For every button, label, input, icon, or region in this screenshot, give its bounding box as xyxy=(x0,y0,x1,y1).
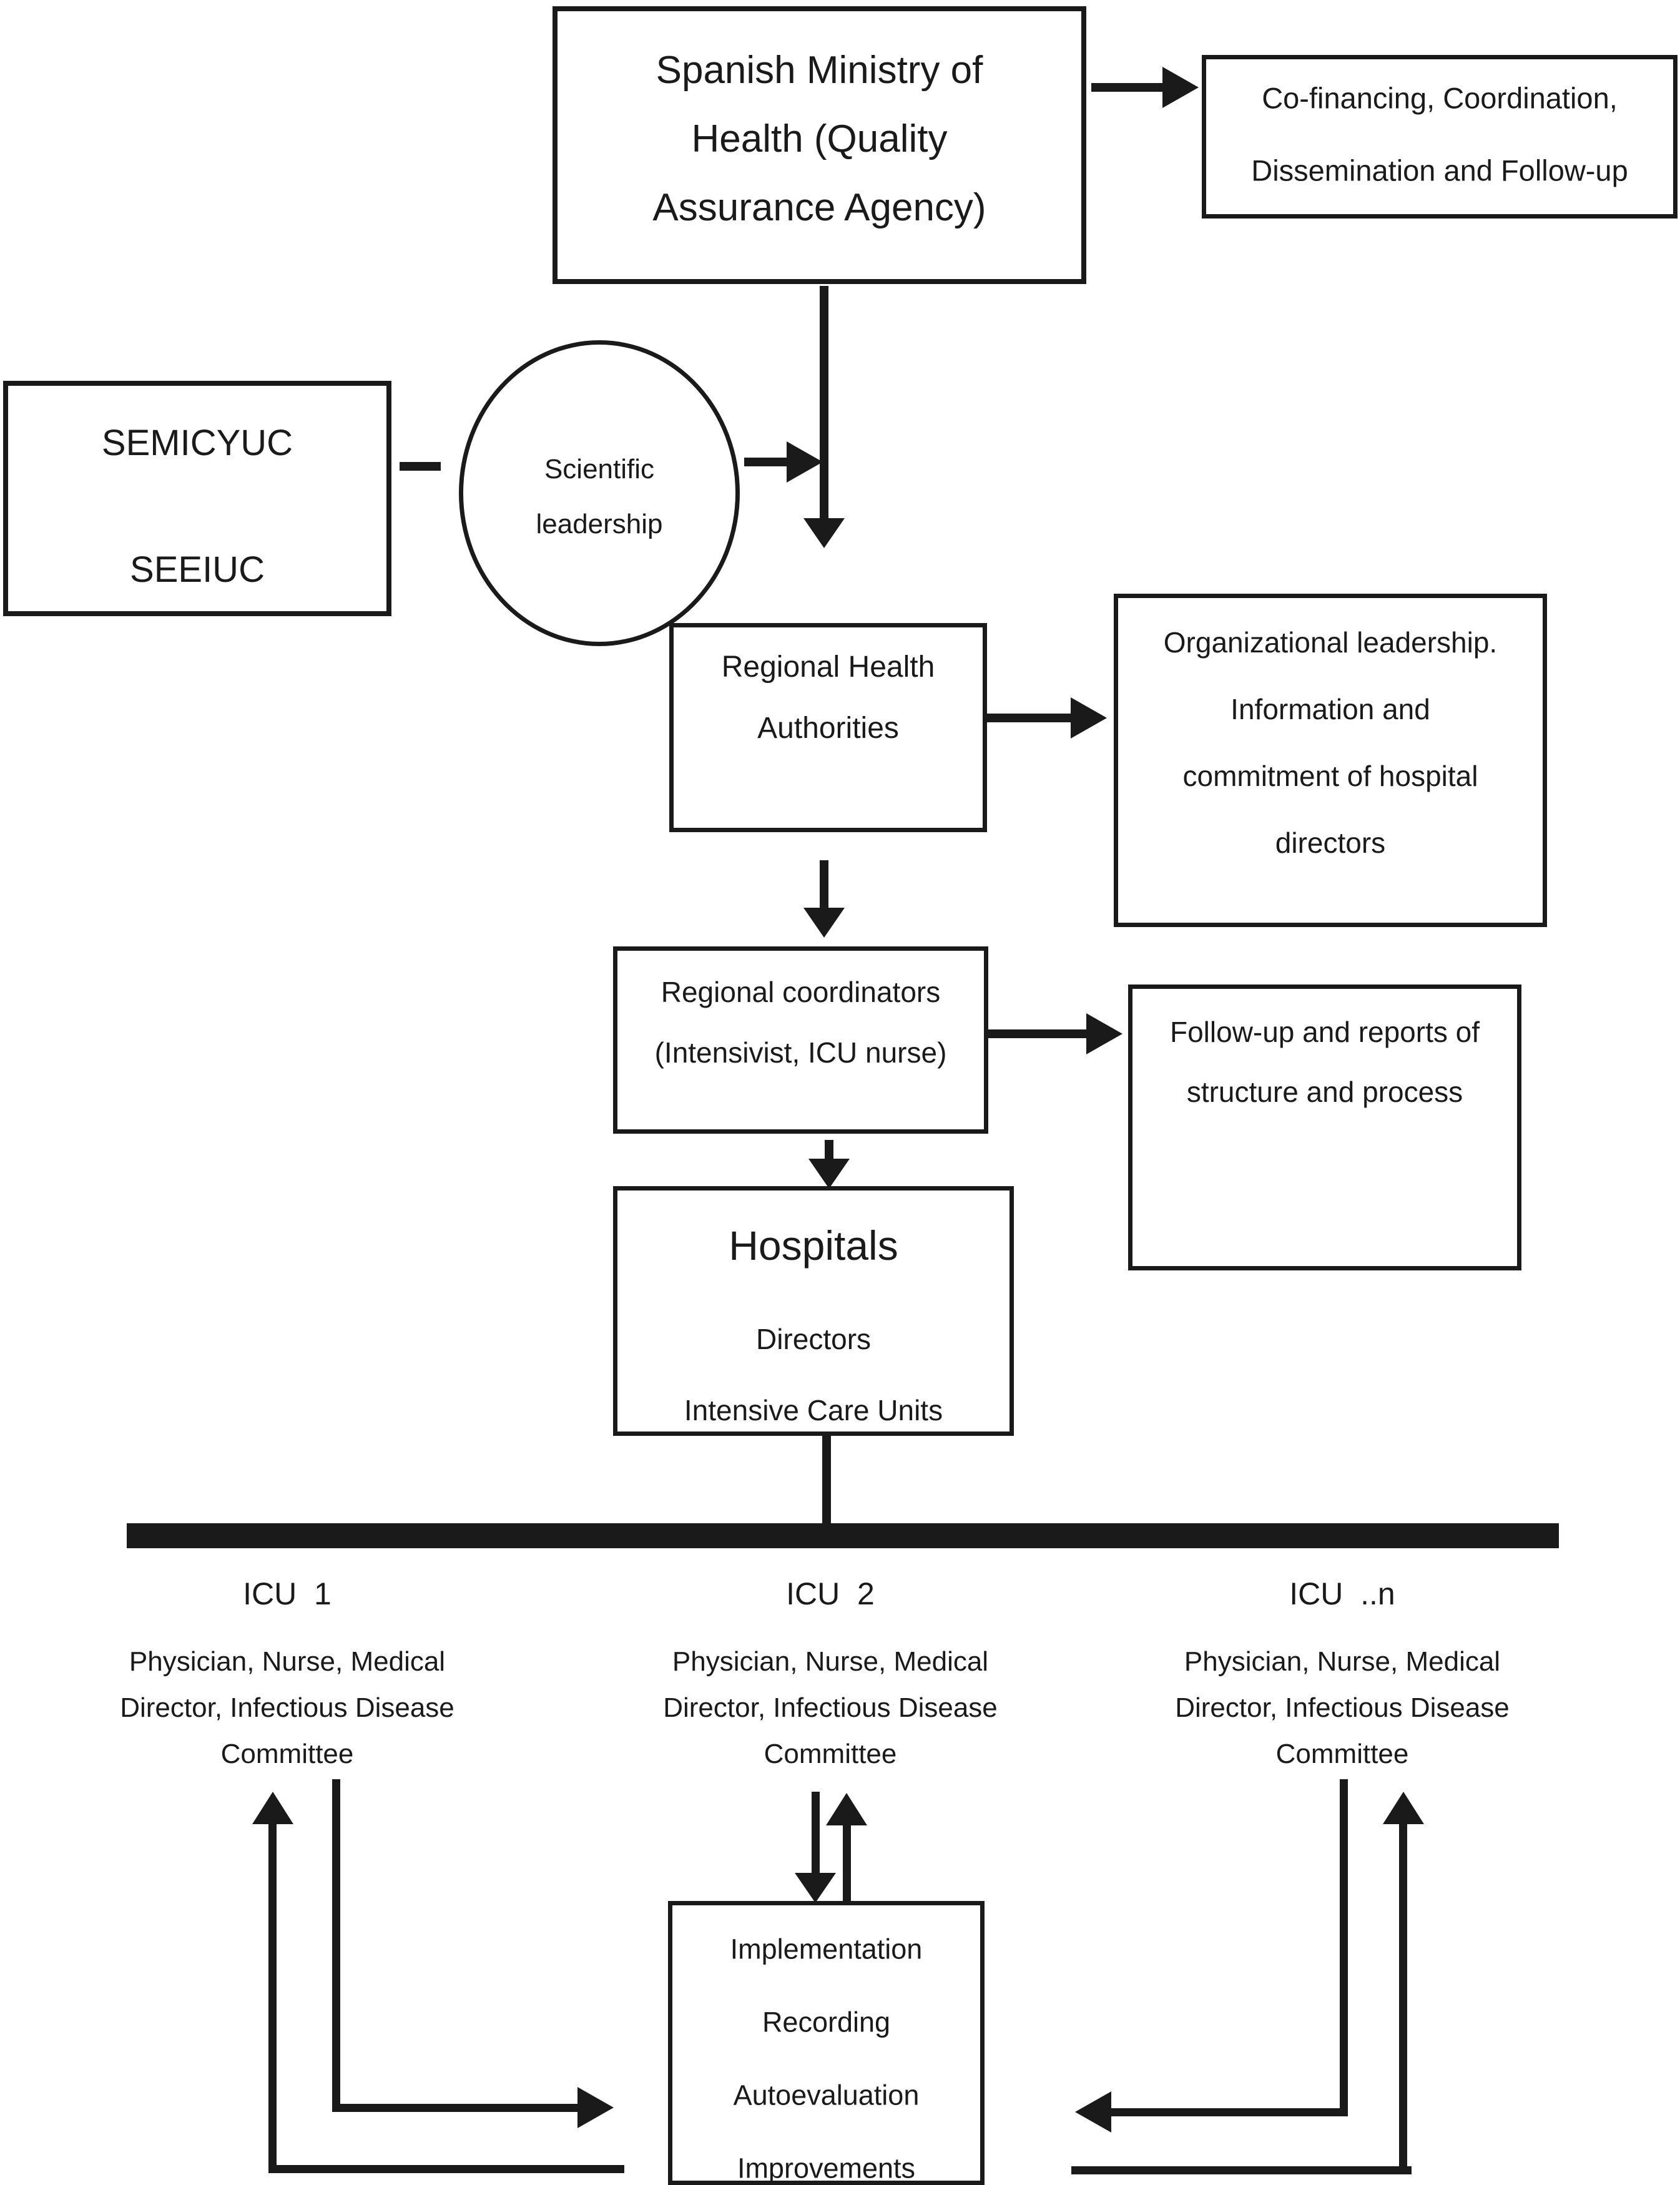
connector-societies-to-scientific xyxy=(400,462,441,471)
connector-left-horizontal xyxy=(332,2104,579,2112)
connector-regional-to-org xyxy=(987,714,1072,722)
connector-center-up xyxy=(843,1825,851,1901)
connector-ministry-to-regional xyxy=(820,286,828,518)
icu-detail-line: Physician, Nurse, Medical xyxy=(672,1646,989,1677)
followup-box xyxy=(1128,984,1521,1270)
arrowhead-right-icon xyxy=(787,441,823,483)
icu-branch-bar xyxy=(127,1523,1559,1548)
connector-scientific-to-mainline xyxy=(744,458,789,466)
icu-detail-line: Committee xyxy=(764,1739,897,1769)
ministry-line: Assurance Agency) xyxy=(652,186,986,229)
icu-detail-line: Director, Infectious Disease xyxy=(120,1692,454,1723)
regional-health-box xyxy=(669,623,987,832)
icu-label: ICU ..n xyxy=(1289,1576,1395,1611)
implementation-line: Improvements xyxy=(737,2152,916,2184)
connector-right-horizontal xyxy=(1111,2108,1348,2116)
org-leadership-line: Information and xyxy=(1231,693,1430,725)
ministry-line: Spanish Ministry of xyxy=(656,49,983,92)
arrowhead-down-icon xyxy=(803,908,845,938)
hospitals-line: Directors xyxy=(755,1323,872,1355)
implementation-line: Implementation xyxy=(730,1933,923,1965)
icu-detail-line: Director, Infectious Disease xyxy=(663,1692,998,1723)
arrowhead-right-icon xyxy=(1071,697,1107,739)
arrowhead-right-icon xyxy=(1162,67,1199,108)
ministry-line: Health (Quality xyxy=(691,117,948,160)
icu-detail-line: Committee xyxy=(1275,1739,1409,1769)
connector-ministry-to-cofinancing xyxy=(1091,83,1164,92)
connector-left-bottom xyxy=(268,2165,624,2173)
arrowhead-down-icon xyxy=(803,518,845,548)
connector-right-up xyxy=(1399,1824,1407,2171)
arrowhead-up-icon xyxy=(826,1793,867,1825)
hospitals-line: Intensive Care Units xyxy=(684,1394,943,1426)
coordinators-line: Regional coordinators xyxy=(661,976,941,1008)
cofinancing-line: Co-financing, Coordination, xyxy=(1262,81,1618,115)
scientific-leadership-ellipse xyxy=(459,340,740,646)
coordinators-line: (Intensivist, ICU nurse) xyxy=(654,1036,947,1069)
arrowhead-down-icon xyxy=(795,1873,836,1903)
arrowhead-right-icon xyxy=(577,2087,614,2128)
implementation-line: Autoevaluation xyxy=(733,2079,920,2111)
hospitals-box xyxy=(613,1186,1014,1436)
org-leadership-line: directors xyxy=(1275,827,1386,859)
icu-detail-line: Committee xyxy=(220,1739,354,1769)
connector-left-up xyxy=(268,1824,277,2169)
followup-line: structure and process xyxy=(1186,1076,1463,1108)
implementation-box xyxy=(668,1901,985,2185)
connector-right-bottom xyxy=(1071,2166,1412,2174)
connector-coordinators-to-followup xyxy=(988,1029,1088,1038)
org-leadership-line: commitment of hospital xyxy=(1182,760,1478,792)
connector-hospitals-to-bar xyxy=(822,1436,831,1523)
ministry-box xyxy=(553,6,1086,284)
cofinancing-line: Dissemination and Follow-up xyxy=(1251,154,1628,187)
arrowhead-down-icon xyxy=(808,1159,850,1189)
icu-label: ICU 1 xyxy=(243,1576,332,1611)
icu-detail-line: Physician, Nurse, Medical xyxy=(129,1646,446,1677)
connector-regional-to-coordinators xyxy=(820,860,828,908)
connector-left-down xyxy=(332,1779,340,2112)
icu-detail-line: Director, Infectious Disease xyxy=(1175,1692,1510,1723)
arrowhead-left-icon xyxy=(1075,2091,1111,2133)
societies-line: SEMICYUC xyxy=(101,423,293,463)
followup-line: Follow-up and reports of xyxy=(1169,1016,1480,1048)
arrowhead-up-icon xyxy=(1383,1792,1424,1824)
arrowhead-right-icon xyxy=(1086,1013,1122,1054)
arrowhead-up-icon xyxy=(252,1792,293,1824)
org-leadership-line: Organizational leadership. xyxy=(1163,626,1498,659)
connector-center-down xyxy=(812,1792,820,1877)
coordinators-box xyxy=(613,946,988,1134)
regional-health-line: Authorities xyxy=(757,712,899,745)
connector-right-down xyxy=(1340,1779,1348,2116)
regional-health-line: Regional Health xyxy=(721,651,935,684)
societies-line: SEEIUC xyxy=(130,549,265,590)
implementation-line: Recording xyxy=(762,2006,891,2038)
societies-box xyxy=(3,381,391,616)
icu-detail-line: Physician, Nurse, Medical xyxy=(1184,1646,1501,1677)
org-leadership-box xyxy=(1114,594,1547,927)
cofinancing-box xyxy=(1202,55,1678,219)
icu-label: ICU 2 xyxy=(786,1576,875,1611)
scientific-line: Scientific xyxy=(544,454,655,484)
hospitals-title: Hospitals xyxy=(729,1222,898,1269)
scientific-line: leadership xyxy=(536,509,663,539)
